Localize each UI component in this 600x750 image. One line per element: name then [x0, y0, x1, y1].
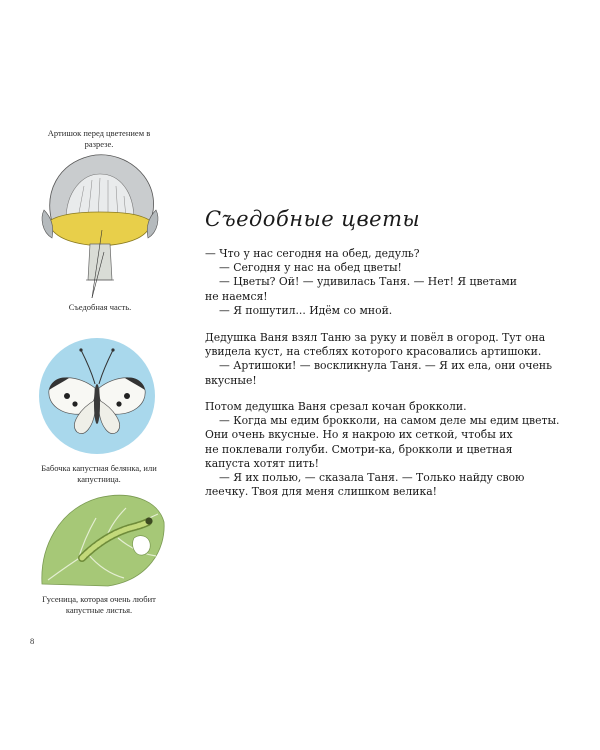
text-line: Дедушка Ваня взял Таню за руку и повёл в огород. Тут она	[205, 331, 546, 344]
paragraph-2	[205, 331, 553, 388]
text-line: капуста хотят пить!	[205, 456, 319, 470]
paragraph-1	[205, 247, 545, 318]
text-line: не поклевали голуби. Смотри-ка, брокколи и цветная	[205, 442, 513, 456]
butterfly-illustration	[37, 334, 157, 456]
text-line: — Я их полью, — сказала Таня. — Только найду свою	[219, 471, 525, 485]
text-line: — Когда мы едим брокколи, на самом деле мы едим цветы.	[219, 414, 560, 428]
caption-artichoke-section: Артишок перед цветением в разрезе.	[47, 128, 151, 149]
page-title: Съедобные цветы	[205, 207, 421, 231]
text-line: леечку. Твоя для меня слишком велика!	[205, 485, 438, 499]
text-line: Потом дедушка Ваня срезал кочан брокколи.	[205, 400, 467, 413]
page-number: 8	[30, 636, 35, 646]
text-line: — Что у нас сегодня на обед, дедуль?	[205, 247, 420, 260]
text-line: Они очень вкусные. Но я накрою их сеткой, чтобы их	[205, 428, 513, 442]
caption-butterfly: Бабочка капустная белянка, или капустница.	[41, 463, 157, 484]
butterfly-drawing	[37, 334, 157, 456]
paragraph-3	[205, 400, 560, 499]
text-line: увидела куст, на стеблях которого красовались артишоки.	[205, 345, 542, 359]
caterpillar-illustration	[38, 488, 166, 588]
artichoke-drawing	[38, 152, 162, 298]
text-line: — Артишоки! — воскликнула Таня. — Я их ела, они очень	[219, 359, 553, 373]
caterpillar-drawing	[38, 488, 166, 588]
text-line: — Я пошутил... Идём со мной.	[219, 303, 393, 317]
caption-caterpillar: Гусеница, которая очень любит капустные листья.	[42, 594, 156, 615]
text-line: — Цветы? Ой! — удивилась Таня. — Нет! Я цветами	[219, 275, 517, 289]
text-line: вкусные!	[205, 373, 257, 387]
text-line: не наемся!	[205, 289, 268, 303]
artichoke-illustration	[38, 152, 162, 298]
text-line: — Сегодня у нас на обед цветы!	[219, 261, 402, 275]
caption-edible-part: Съедобная часть.	[68, 302, 132, 312]
